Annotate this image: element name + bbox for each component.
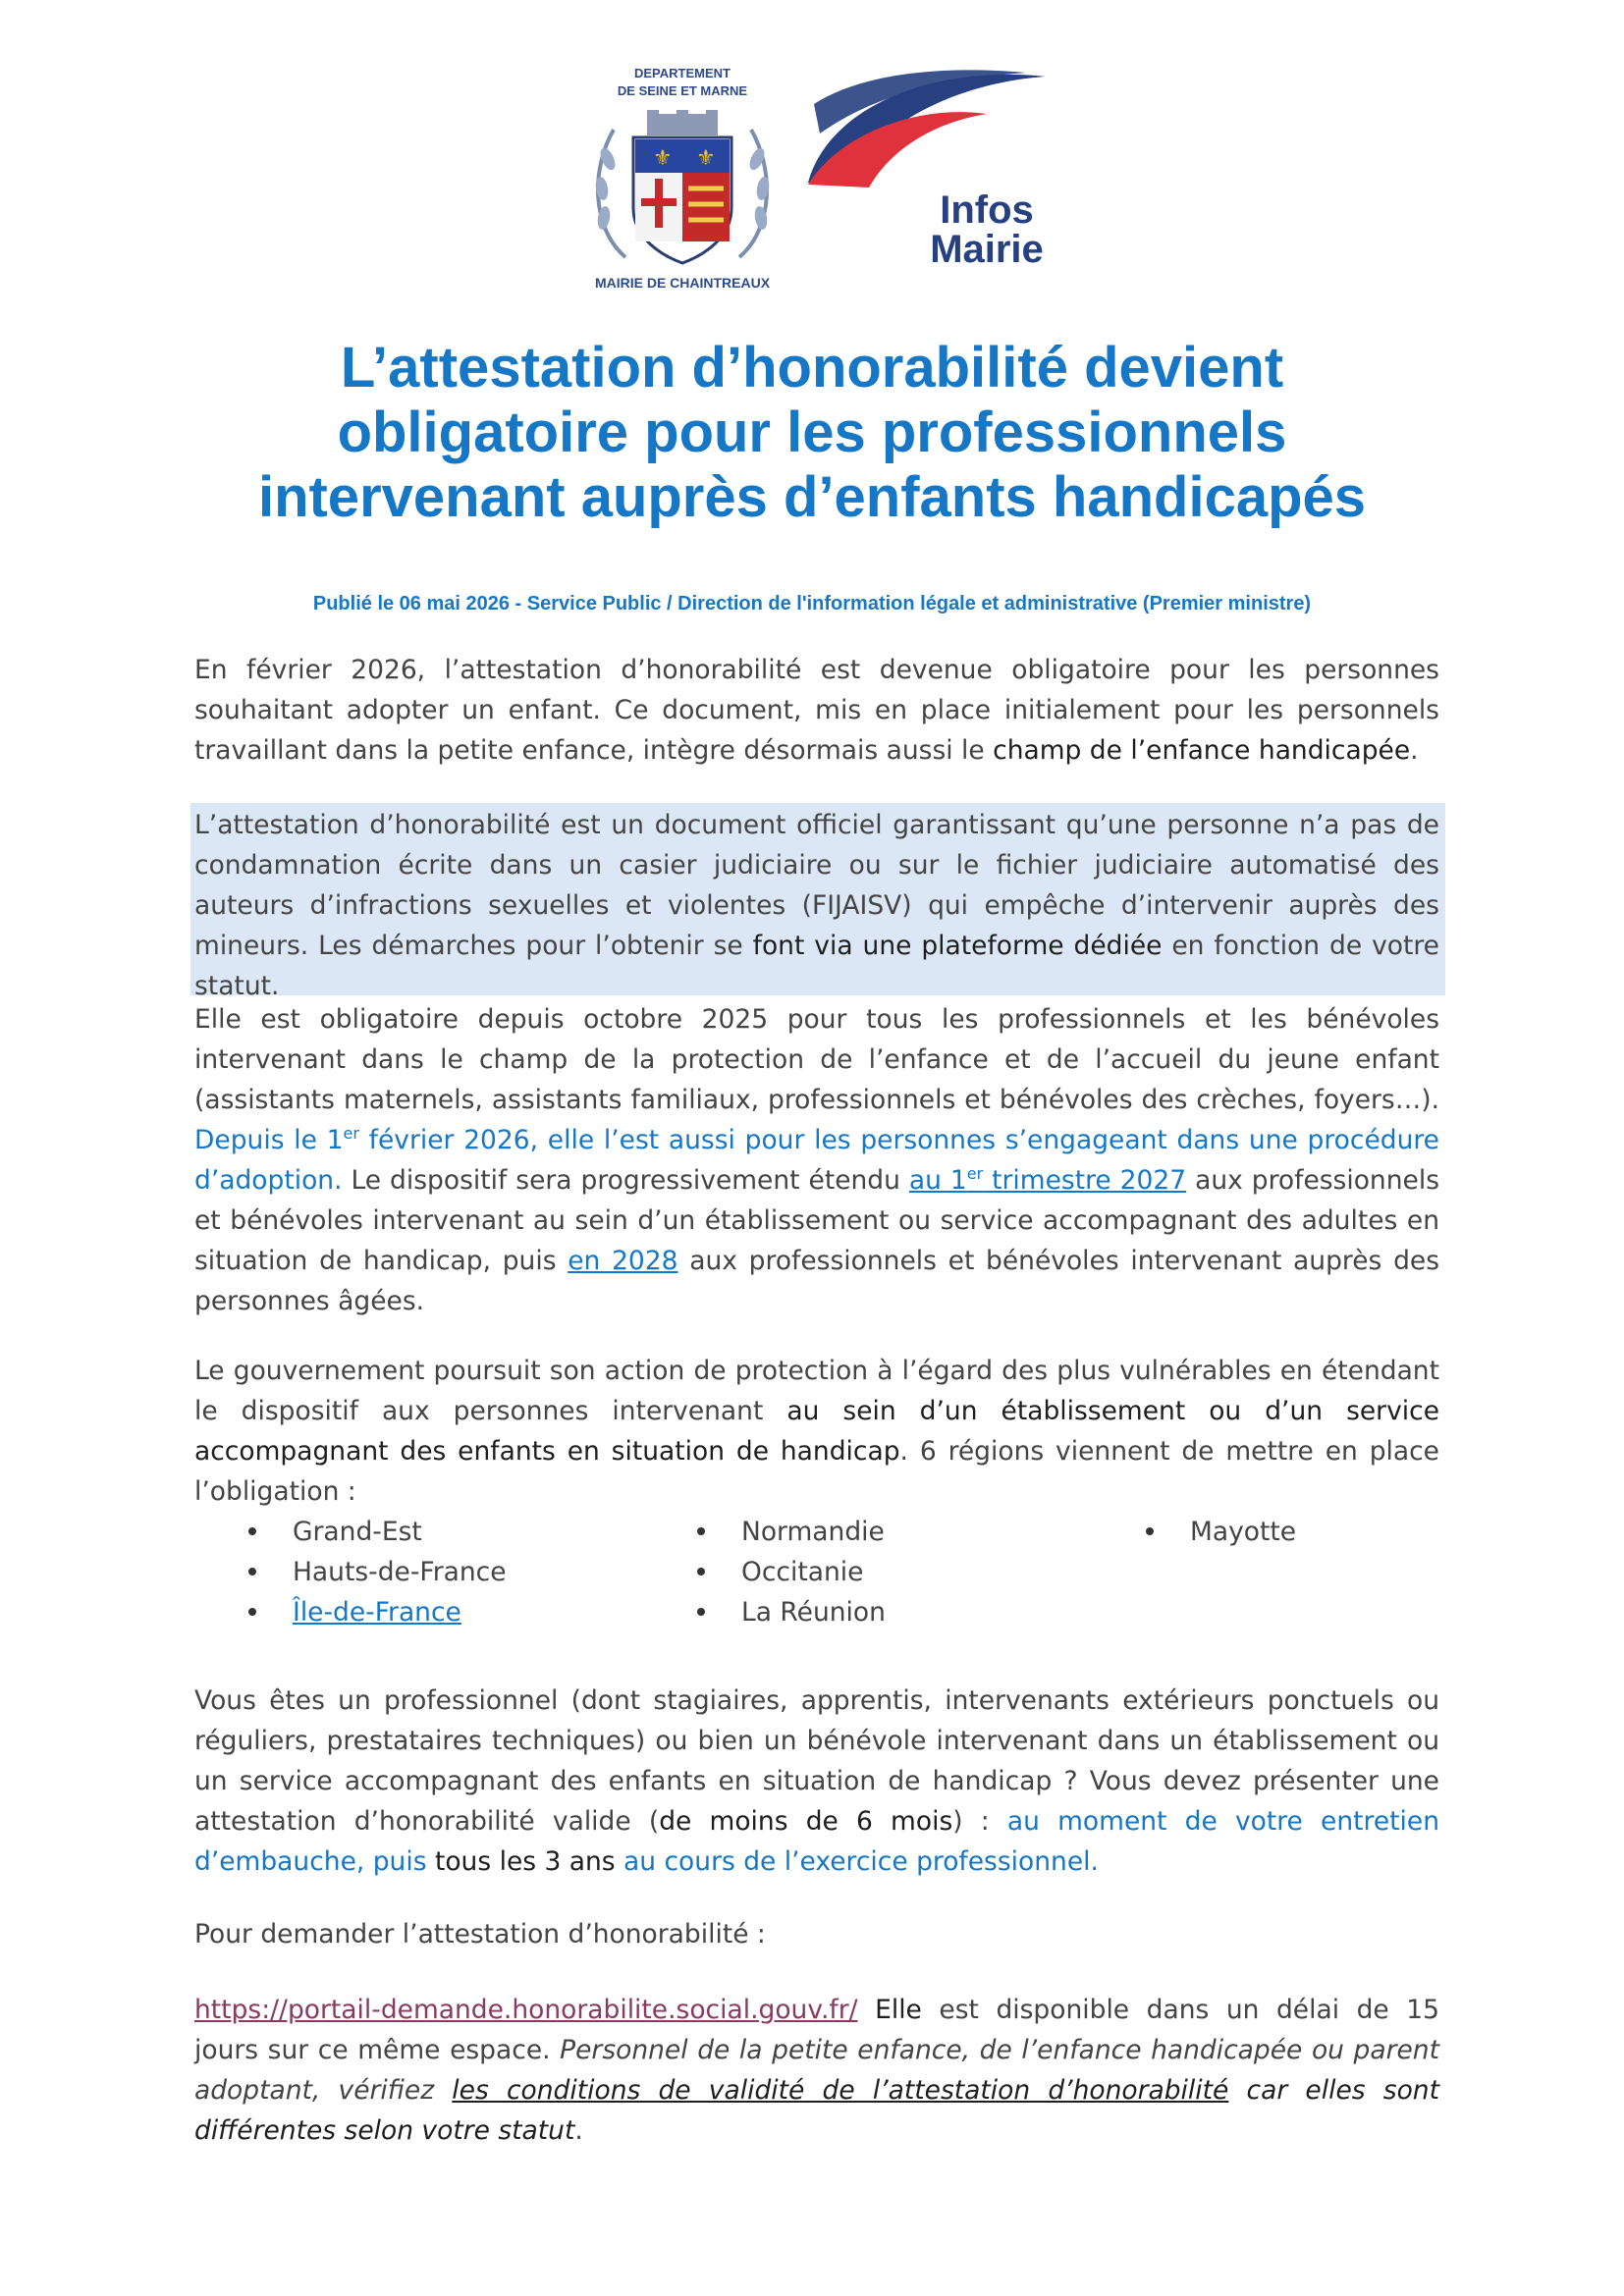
professional-paragraph: Vous êtes un professionnel (dont stagiaires, apprentis, intervenants extérieurs ponctuels ou réguliers, prestataires techniques) ou bien un bénévole intervenant dans un établissement ou un service accompagnant des enfants en situation de handicap ? Vous devez présenter une attestation d’honorabilité valide (de moins de 6 mois) : au moment de votre entretien d’embauche, puis tous les 3 ans au cours de l’exercice professionnel. — [194, 1685, 1439, 1877]
list-item: La Réunion — [741, 1592, 886, 1632]
tricolor-swoosh-icon — [800, 65, 1075, 192]
bullet-icon — [697, 1568, 705, 1575]
blue-text: au cours de l’exercice professionnel. — [615, 1846, 1099, 1877]
portal-link[interactable]: https://portail-demande.honorabilite.social.gouv.fr/ — [194, 1995, 858, 2025]
title-line3: intervenant auprès d’enfants handicapés — [257, 465, 1367, 529]
mairie-dept-text — [565, 65, 800, 100]
bullet-icon — [248, 1568, 256, 1575]
list-item: Hauts-de-France — [293, 1552, 507, 1592]
link-en-2028[interactable]: en 2028 — [568, 1246, 678, 1276]
regions-list — [194, 1512, 1439, 1639]
infos-mairie-text — [903, 190, 1070, 269]
svg-text:⚜: ⚜ — [653, 146, 673, 171]
definition-paragraph: L’attestation d’honorabilité est un document officiel garantissant qu’une personne n’a pas de condamnation écrite dans un casier judiciaire ou sur le fichier judiciaire automatisé des auteurs d’infractions sexuelles et violentes (FIJAISV) qui empêche d’intervenir auprès des mineurs. Les démarches pour l’obtenir se font via une plateforme dédiée en fonction de votre statut. — [194, 810, 1439, 1001]
list-item: Grand-Est — [293, 1512, 422, 1552]
obligation-paragraph: Elle est obligatoire depuis octobre 2025 pour tous les professionnels et les bénévoles intervenant dans le champ de la protection de l’enfance et de l’accueil du jeune enfant (assistants maternels, assistants familiaux, professionnels et bénévoles des crèches, foyers…). Depuis le 1er février 2026, elle l’est aussi pour les personnes s’engageant dans une procédure d’adoption. Le dispositif sera progressivement étendu au 1er trimestre 2027 aux professionnels et bénévoles intervenant au sein d’un établissement ou service accompagnant des adultes en situation de handicap, puis en 2028 aux professionnels et bénévoles intervenant auprès des personnes âgées. — [194, 1004, 1439, 1316]
request-heading: Pour demander l’attestation d’honorabilité : — [194, 1919, 766, 1949]
page-title — [147, 336, 1477, 530]
intro-paragraph: En février 2026, l’attestation d’honorabilité est devenue obligatoire pour les personnes souhaitant adopter un enfant. Ce document, mis en place initialement pour les personnels travaillant dans la petite enfance, intègre désormais aussi le champ de l’enfance handicapée. — [194, 655, 1439, 766]
emphasis-text: de moins de 6 mois — [659, 1806, 953, 1837]
portal-paragraph: https://portail-demande.honorabilite.social.gouv.fr/ Elle est disponible dans un délai de 15 jours sur ce même espace. Personnel de la petite enfance, de l’enfance handicapée ou parent adoptant, vérifiez les conditions de validité de l’attestation d’honorabilité car elles sont différentes selon votre statut. — [194, 1995, 1439, 2146]
mairie-dept-line1: DEPARTEMENT — [634, 66, 731, 80]
government-paragraph: Le gouvernement poursuit son action de protection à l’égard des plus vulnérables en étendant le dispositif aux personnes intervenant au sein d’un établissement ou d’un service accompagnant des enfants en situation de handicap. 6 régions viennent de mettre en place l’obligation : — [194, 1356, 1439, 1507]
link-ile-de-france[interactable]: Île-de-France — [293, 1597, 461, 1628]
blue-text: au moment de votre entretien d’embauche, puis — [194, 1806, 1439, 1877]
bullet-icon — [248, 1527, 256, 1535]
mairie-logo — [565, 61, 800, 301]
emphasis-text: font via une plateforme dédiée — [752, 931, 1163, 961]
link-trimestre-2027[interactable]: au 1er trimestre 2027 — [908, 1164, 1187, 1196]
infos-line2: Mairie — [930, 228, 1044, 271]
title-line2: obligatoire pour les professionnels — [337, 400, 1287, 464]
svg-text:⚜: ⚜ — [696, 146, 716, 171]
infos-line1: Infos — [940, 188, 1034, 232]
validity-conditions-link[interactable]: les conditions de validité de l’attestation d’honorabilité — [452, 2075, 1229, 2106]
mairie-dept-line2: DE SEINE ET MARNE — [617, 83, 748, 98]
bullet-icon — [697, 1527, 705, 1535]
infos-mairie-logo — [800, 65, 1075, 281]
emphasis-text: champ de l’enfance handicapée — [993, 735, 1411, 766]
mairie-name: MAIRIE DE CHAINTREAUX — [594, 275, 771, 291]
coat-of-arms-icon — [586, 110, 779, 267]
list-item: Normandie — [741, 1512, 885, 1552]
bullet-icon — [248, 1608, 256, 1616]
emphasis-text: au sein d’un établissement ou d’un service accompagnant des enfants en situation de handicap — [194, 1396, 1439, 1467]
title-line1: L’attestation d’honorabilité devient — [340, 336, 1284, 400]
bullet-icon — [697, 1608, 705, 1616]
bullet-icon — [1146, 1527, 1154, 1535]
list-item — [293, 1592, 461, 1632]
list-item: Occitanie — [741, 1552, 863, 1592]
publication-info: Publié le 06 mai 2026 - Service Public / Direction de l'information légale et administrative (Premier ministre) — [312, 593, 1312, 614]
adoption-highlight: Depuis le 1er février 2026, elle l’est aussi pour les personnes s’engageant dans une procédure d’adoption. — [194, 1124, 1439, 1196]
emphasis-text: tous les 3 ans — [434, 1846, 616, 1877]
list-item: Mayotte — [1190, 1512, 1296, 1552]
